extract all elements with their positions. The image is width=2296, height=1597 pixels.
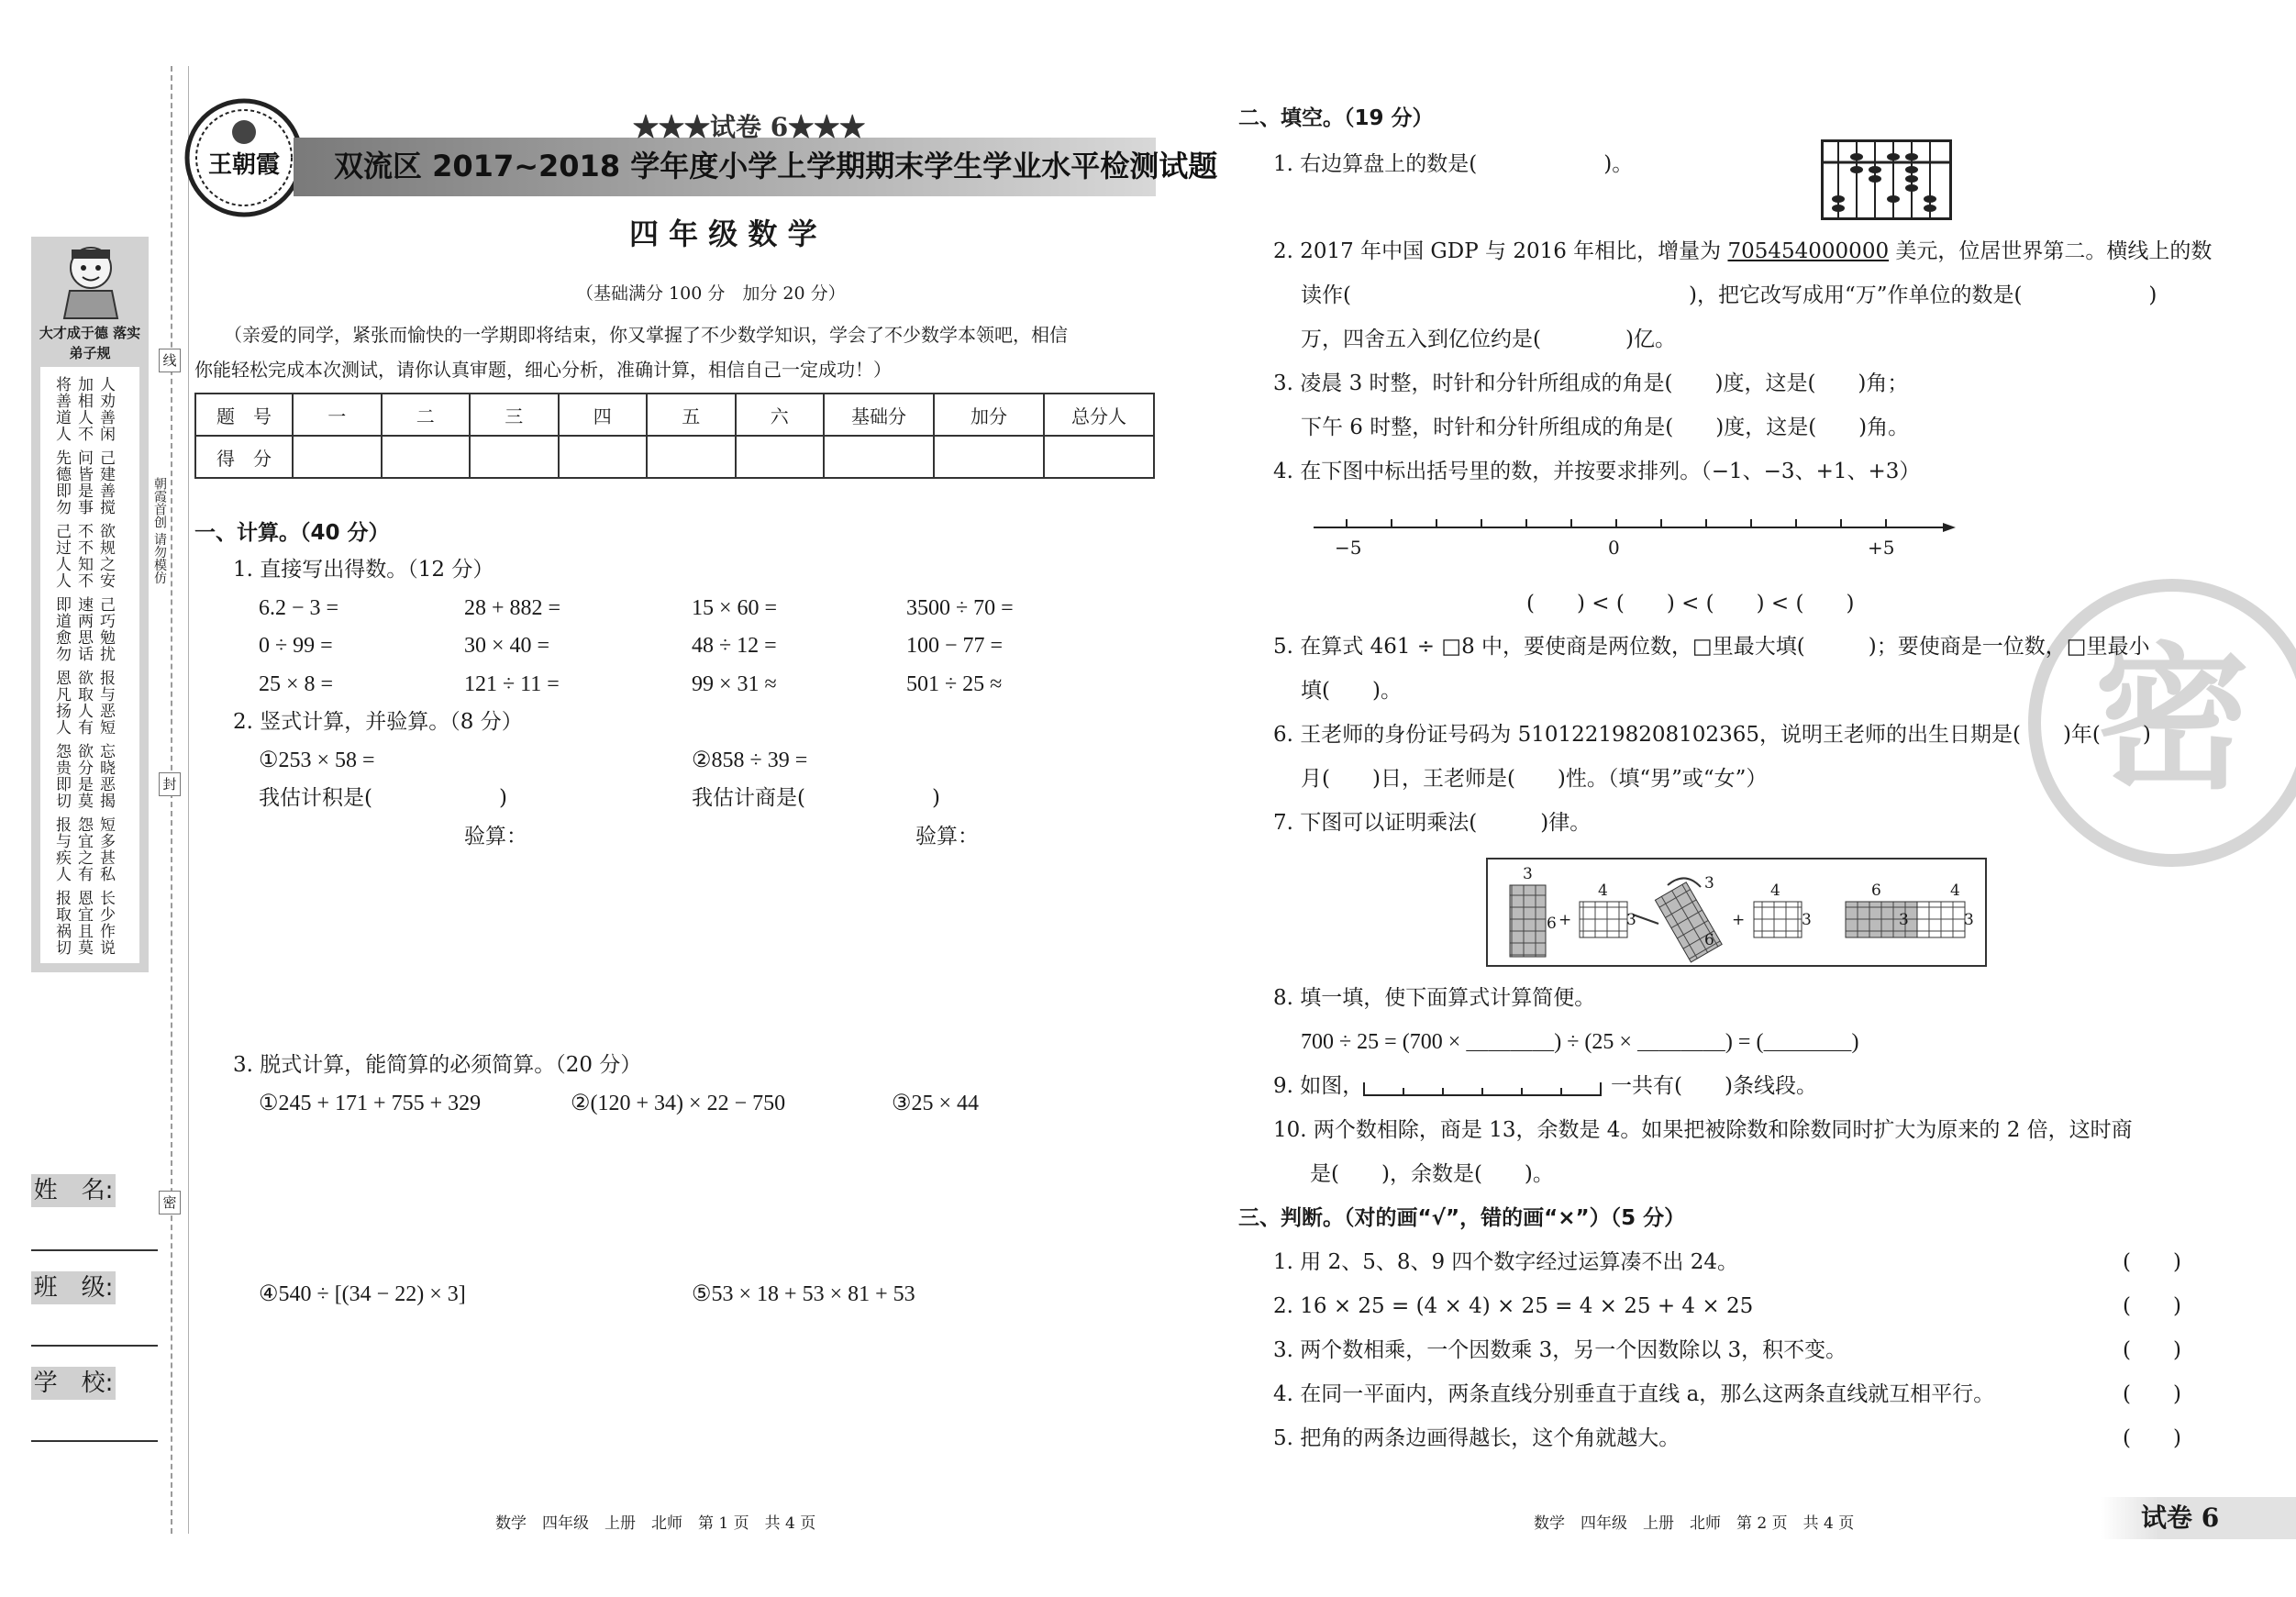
- class-label: 班 级:: [31, 1271, 116, 1304]
- judge-item-3: 3. 两个数相乘，一个因数乘 3，另一个因数除以 3，积不变。: [1273, 1338, 1847, 1362]
- score-col-3: 三: [470, 394, 559, 436]
- q2-a-estimate: 我估计积是( ): [259, 786, 507, 810]
- school-label: 学 校:: [31, 1367, 116, 1400]
- mascot-image: [53, 240, 128, 321]
- score-cell[interactable]: [736, 436, 825, 478]
- fig-label: 3: [1899, 911, 1909, 929]
- calc-item: 6.2 − 3 =: [259, 596, 339, 620]
- fill-q3-line1: 3. 凌晨 3 时整，时针和分针所组成的角是( )度，这是( )角；: [1273, 372, 1909, 395]
- q3-item-5: ⑤53 × 18 + 53 × 81 + 53: [692, 1282, 915, 1306]
- seal-label-mi: 密: [159, 1191, 181, 1214]
- fig-label: 3: [1626, 911, 1636, 929]
- q3-item-4: ④540 ÷ [(34 − 22) × 3]: [259, 1282, 466, 1306]
- score-cell[interactable]: [1044, 436, 1154, 478]
- numberline-label-0: 0: [1608, 537, 1620, 559]
- scores-note: （基础满分 100 分 加分 20 分）: [576, 283, 846, 304]
- fig-label: 3: [1964, 911, 1974, 929]
- proverb-column: 报与恶短: [96, 670, 115, 736]
- calc-item: 0 ÷ 99 =: [259, 634, 333, 658]
- numberline-label-pos5: +5: [1868, 537, 1895, 559]
- fill-q10-line1: 10. 两个数相除，商是 13，余数是 4。如果把被除数和除数同时扩大为原来的 2 倍，这时商: [1273, 1118, 2133, 1142]
- calc-item: 3500 ÷ 70 =: [906, 596, 1014, 620]
- watermark-text: 密: [2093, 629, 2251, 811]
- proverb-column: 忘晓恶揭: [96, 743, 115, 809]
- proverb-column: 加相人不: [74, 376, 93, 442]
- q2-a: ①253 × 58 =: [259, 749, 375, 772]
- score-col-4: 四: [559, 394, 648, 436]
- cut-line: [171, 66, 172, 1534]
- judge-answer-5[interactable]: ( ): [2123, 1426, 2181, 1450]
- score-col-2: 二: [382, 394, 471, 436]
- q2-b-estimate: 我估计商是( ): [692, 786, 940, 810]
- fill-q8: 8. 填一填，使下面算式计算简便。: [1273, 986, 1596, 1010]
- score-cell[interactable]: [824, 436, 934, 478]
- seal-label-xian: 线: [159, 349, 181, 372]
- badge-text: 试卷 6: [2141, 1503, 2220, 1533]
- calc-item: 30 × 40 =: [464, 634, 550, 658]
- proverb-column: 怨贵即切: [52, 743, 71, 809]
- proverb-column: 问皆是事: [74, 449, 93, 516]
- proverb-column: 己过人人: [52, 523, 71, 589]
- calc-item: 48 ÷ 12 =: [692, 634, 777, 658]
- judge-answer-3[interactable]: ( ): [2123, 1338, 2181, 1362]
- number-line: [1314, 514, 1956, 569]
- fold-line: [188, 66, 189, 1534]
- q2-a-verify: 验算：: [464, 825, 527, 848]
- name-line[interactable]: [31, 1249, 158, 1251]
- proverb-column: 将善道人: [52, 376, 71, 442]
- score-table-header-row: [195, 394, 1154, 436]
- score-col-basic: 基础分: [824, 394, 934, 436]
- fig-label: 3: [1523, 865, 1533, 883]
- q1-title: 1. 直接写出得数。（12 分）: [233, 558, 494, 582]
- calc-item: 25 × 8 =: [259, 672, 334, 696]
- series-label: ★★★试卷 6★★★: [633, 112, 866, 142]
- segment-figure: [1363, 1077, 1603, 1099]
- score-cell[interactable]: [293, 436, 382, 478]
- fill-q8-expr: 700 ÷ 25 = (700 × ＿＿＿＿) ÷ (25 × ＿＿＿＿) = (＿＿＿＿): [1301, 1030, 1859, 1054]
- school-line[interactable]: [31, 1440, 158, 1442]
- fill-q6-line1: 6. 王老师的身份证号码为 510122198208102365，说明王老师的出生日期是( )年( ): [1273, 723, 2151, 747]
- q3-item-3: ③25 × 44: [892, 1092, 980, 1115]
- fill-q2-line1: [1273, 238, 2212, 265]
- fill-q6-line2: 月( )日，王老师是( )性。（填“男”或“女”）: [1301, 767, 1768, 791]
- class-line[interactable]: [31, 1345, 158, 1347]
- proverb-column: 欲规之安: [96, 523, 115, 589]
- fig-label: 3: [1704, 874, 1714, 893]
- proverb-column: 己建善搅: [96, 449, 115, 516]
- proverb-column: 不不知不: [74, 523, 93, 589]
- fill-q2-suffix: 美元，位居世界第二。横线上的数: [1889, 239, 2213, 263]
- logo-text: 王朝霞: [207, 151, 281, 179]
- fig-label: 6: [1704, 931, 1714, 949]
- fill-q2-line2: 读作( )，把它改写成用“万”作单位的数是( ): [1301, 283, 2157, 307]
- q2-b: ②858 ÷ 39 =: [692, 749, 808, 772]
- score-cell[interactable]: [382, 436, 471, 478]
- fill-q2-prefix: 2. 2017 年中国 GDP 与 2016 年相比，增量为: [1273, 239, 1728, 263]
- fill-q4: 4. 在下图中标出括号里的数，并按要求排列。（−1、−3、+1、+3）: [1273, 460, 1921, 483]
- fill-q2-line3: 万，四舍五入到亿位约是( )亿。: [1301, 327, 1676, 351]
- numberline-label-neg5: −5: [1335, 537, 1362, 559]
- fill-q5-line2: 填( )。: [1301, 679, 1402, 703]
- q3-item-1: ①245 + 171 + 755 + 329: [259, 1092, 482, 1115]
- score-col-6: 六: [736, 394, 825, 436]
- score-table: [194, 393, 1155, 479]
- fig-label: 6: [1547, 915, 1557, 933]
- q2-title: 2. 竖式计算，并验算。（8 分）: [233, 710, 523, 734]
- gdp-number: 705454000000: [1727, 239, 1890, 263]
- score-row-label: 得 分: [195, 436, 293, 478]
- fill-q9-suffix: 一共有( )条线段。: [1611, 1074, 1817, 1098]
- fig-label: +: [1558, 911, 1572, 929]
- abacus-figure: [1821, 139, 1952, 220]
- fig-label: 6: [1871, 882, 1881, 900]
- proverb-column: 欲分是莫: [74, 743, 93, 809]
- proverb-column: 报取祸切: [52, 890, 71, 956]
- calc-item: 15 × 60 =: [692, 596, 778, 620]
- exam-title: 双流区 2017~2018 学年度小学上学期期末学生学业水平检测试题: [334, 149, 1218, 183]
- calc-item: 28 + 882 =: [464, 596, 561, 620]
- judge-answer-1[interactable]: ( ): [2123, 1250, 2181, 1274]
- calc-item: 501 ÷ 25 ≈: [906, 672, 1003, 696]
- fill-q7: 7. 下图可以证明乘法( )律。: [1273, 811, 1592, 835]
- proverb-column: 报与疾人: [52, 816, 71, 882]
- margin-note: 朝霞首创 请勿模仿: [152, 477, 167, 584]
- footer-right: 数学 四年级 上册 北师 第 2 页 共 4 页: [1534, 1514, 1855, 1533]
- score-cell[interactable]: [470, 436, 559, 478]
- score-table-score-row: [195, 436, 1154, 478]
- judge-answer-2[interactable]: ( ): [2123, 1294, 2181, 1318]
- intro-line-1: （亲爱的同学，紧张而愉快的一学期即将结束，你又掌握了不少数学知识，学会了不少数学本领吧，相信: [224, 324, 1068, 346]
- proverb-column: 恩宜且莫: [74, 890, 93, 956]
- proverb-column: 己巧勉扰: [96, 596, 115, 662]
- judge-item-2: 2. 16 × 25 = (4 × 4) × 25 = 4 × 25 + 4 × 25: [1273, 1294, 1754, 1318]
- q3-item-2: ②(120 + 34) × 22 − 750: [571, 1092, 786, 1115]
- score-cell[interactable]: [934, 436, 1044, 478]
- q2-b-verify: 验算：: [915, 825, 979, 848]
- paper-badge: [2101, 1497, 2296, 1539]
- judge-item-5: 5. 把角的两条边画得越长，这个角就越大。: [1273, 1426, 1680, 1450]
- score-col-5: 五: [647, 394, 736, 436]
- sidebar-motto: 大才成于德 落实弟子规: [39, 325, 141, 361]
- proverb-column: 速两思话: [74, 596, 93, 662]
- proverb-column: 人劝善闲: [96, 376, 115, 442]
- q3-title: 3. 脱式计算，能简算的必须简算。（20 分）: [233, 1053, 642, 1077]
- footer-left: 数学 四年级 上册 北师 第 1 页 共 4 页: [495, 1514, 816, 1533]
- fill-q1: 1. 右边算盘上的数是( )。: [1273, 152, 1634, 176]
- calc-item: 100 − 77 =: [906, 634, 1004, 658]
- proverb-column: 长少作说: [96, 890, 115, 956]
- fig-label: +: [1732, 911, 1746, 929]
- proverb-column: 恩凡扬人: [52, 670, 71, 736]
- score-col-1: 一: [293, 394, 382, 436]
- proverb-column: 怨宜之有: [74, 816, 93, 882]
- proverb-column: 先德即勿: [52, 449, 71, 516]
- score-cell[interactable]: [647, 436, 736, 478]
- name-label: 姓 名:: [31, 1174, 116, 1207]
- fill-q5-line1: 5. 在算式 461 ÷ □8 中，要使商是两位数，□里最大填( )；要使商是一位数，□里最小: [1273, 635, 2150, 659]
- fig-label: 4: [1770, 882, 1780, 900]
- judge-item-4: 4. 在同一平面内，两条直线分别垂直于直线 a，那么这两条直线就互相平行。: [1273, 1382, 1995, 1406]
- fig-label: 4: [1950, 882, 1960, 900]
- fill-q10-line2: 是( )，余数是( )。: [1310, 1162, 1554, 1186]
- fill-q3-line2: 下午 6 时整，时针和分针所组成的角是( )度，这是( )角。: [1301, 416, 1910, 439]
- subject-title: 四 年 级 数 学: [629, 216, 817, 251]
- brand-logo: [182, 95, 306, 220]
- judge-item-1: 1. 用 2、5、8、9 四个数字经过运算凑不出 24。: [1273, 1250, 1738, 1274]
- proverb-column: 短多甚私: [96, 816, 115, 882]
- section2-title: 二、填空。（19 分）: [1238, 106, 1434, 130]
- score-col-grader: 总分人: [1044, 394, 1154, 436]
- fig-label: 4: [1598, 882, 1608, 900]
- section1-title: 一、计算。（40 分）: [194, 521, 390, 545]
- seal-label-feng: 封: [159, 772, 181, 796]
- proverb-column: 即道愈勿: [52, 596, 71, 662]
- proverb-column: 欲取人有: [74, 670, 93, 736]
- score-col-bonus: 加分: [934, 394, 1044, 436]
- fig-label: 3: [1802, 911, 1812, 929]
- section3-title: 三、判断。（对的画“√”，错的画“×”）（5 分）: [1238, 1206, 1686, 1230]
- fill-q4-order: ( ) < ( ) < ( ) < ( ): [1526, 592, 1855, 616]
- intro-line-2: 你能轻松完成本次测试，请你认真审题，细心分析，准确计算，相信自己一定成功！）: [194, 359, 892, 381]
- judge-answer-4[interactable]: ( ): [2123, 1382, 2181, 1406]
- score-cell[interactable]: [559, 436, 648, 478]
- calc-item: 99 × 31 ≈: [692, 672, 777, 696]
- score-table-header-label: 题 号: [195, 394, 293, 436]
- fill-q9-prefix: 9. 如图，: [1273, 1074, 1364, 1098]
- calc-item: 121 ÷ 11 =: [464, 672, 560, 696]
